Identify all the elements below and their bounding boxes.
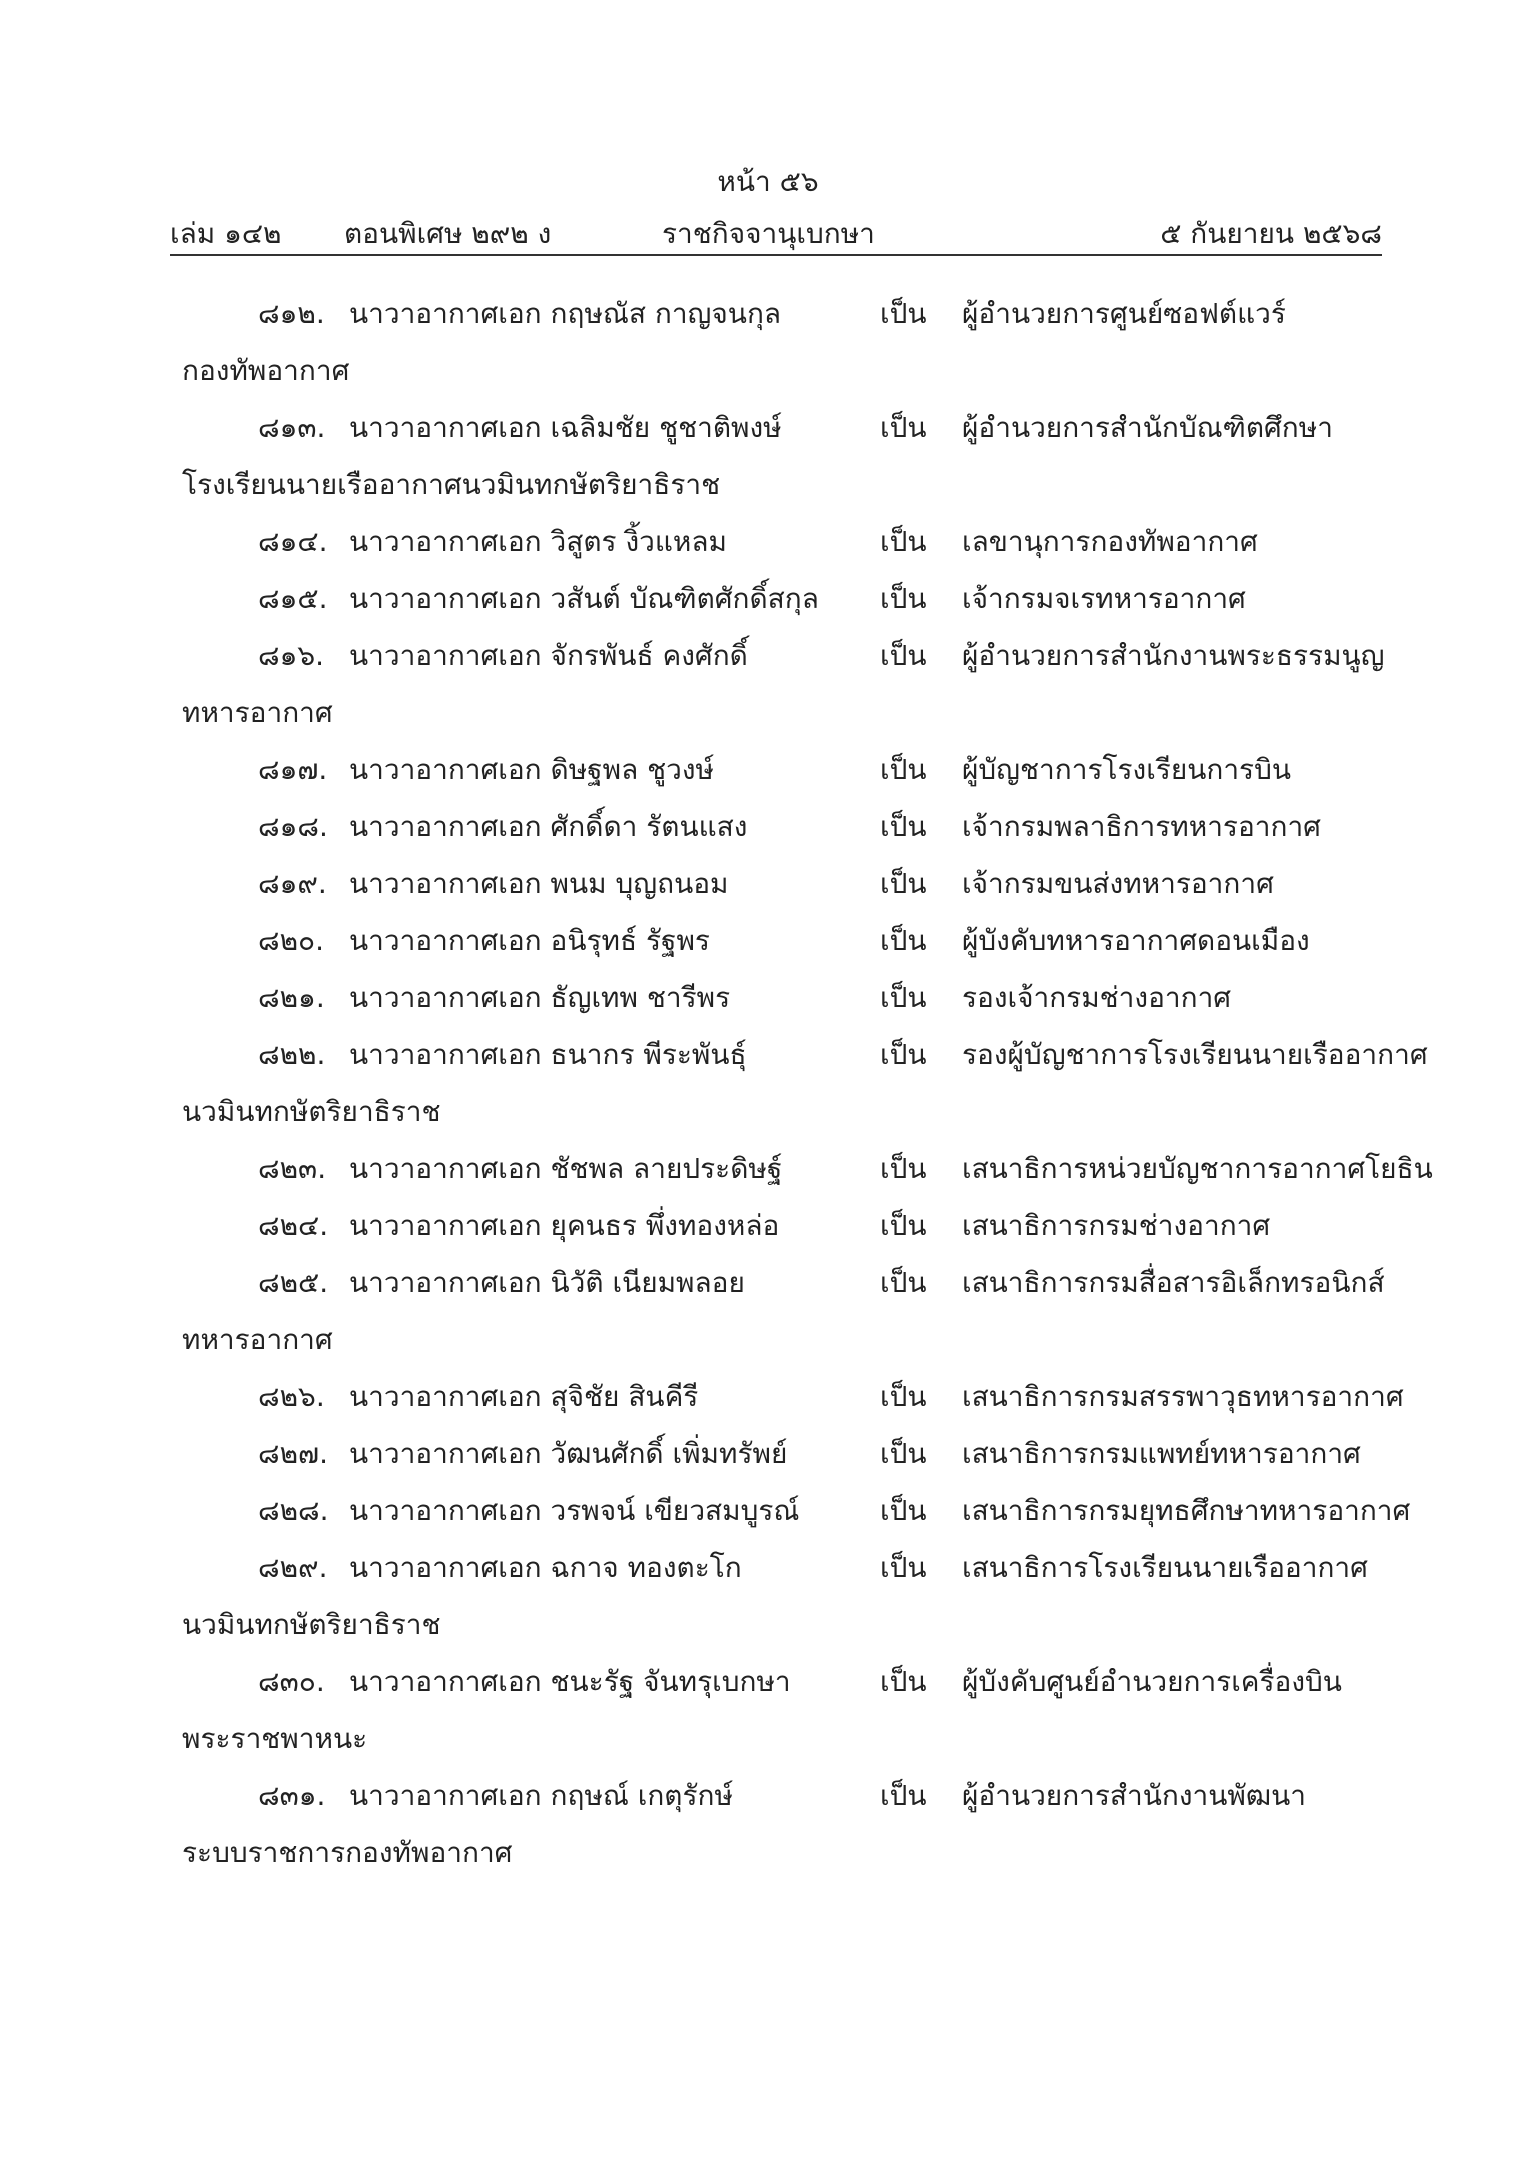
appointment-verb: เป็น: [880, 639, 927, 672]
appointment-entry: [0, 398, 1536, 455]
appointment-entry: [0, 1766, 1536, 1823]
appointment-verb: เป็น: [880, 867, 927, 900]
entry-number: ๘๑๓.: [258, 411, 326, 444]
appointment-verb: เป็น: [880, 1380, 927, 1413]
gazette-header: [170, 212, 1382, 252]
position-title: เลขานุการกองทัพอากาศ: [962, 525, 1258, 558]
position-title: เจ้ากรมพลาธิการทหารอากาศ: [962, 810, 1321, 843]
appointment-entry: [0, 1652, 1536, 1709]
publication-date: ๕ กันยายน ๒๕๖๘: [1160, 217, 1382, 250]
position-title: ผู้อำนวยการศูนย์ซอฟต์แวร์: [962, 297, 1286, 330]
appointment-entry: [0, 512, 1536, 569]
entry-number: ๘๓๐.: [258, 1665, 325, 1698]
appointment-verb: เป็น: [880, 1779, 927, 1812]
appointment-entry: [0, 968, 1536, 1025]
appointment-verb: เป็น: [880, 582, 927, 615]
header-divider: [170, 254, 1382, 256]
officer-name: นาวาอากาศเอก ดิษฐพล ชูวงษ์: [349, 753, 714, 786]
position-continuation-line: [0, 341, 1536, 398]
position-title-continuation: พระราชพาหนะ: [182, 1722, 368, 1755]
position-title: เสนาธิการหน่วยบัญชาการอากาศโยธิน: [962, 1152, 1433, 1185]
entry-number: ๘๑๔.: [258, 525, 328, 558]
officer-name: นาวาอากาศเอก กฤษณัส กาญจนกุล: [349, 297, 782, 330]
entry-number: ๘๑๗.: [258, 753, 328, 786]
position-title: เจ้ากรมขนส่งทหารอากาศ: [962, 867, 1274, 900]
appointment-entry: [0, 854, 1536, 911]
entry-number: ๘๒๘.: [258, 1494, 329, 1527]
position-title: ผู้บังคับศูนย์อำนวยการเครื่องบิน: [962, 1665, 1342, 1698]
position-title-continuation: นวมินทกษัตริยาธิราช: [182, 1095, 441, 1128]
officer-name: นาวาอากาศเอก กฤษณ์ เกตุรักษ์: [349, 1779, 733, 1812]
entry-number: ๘๒๙.: [258, 1551, 328, 1584]
position-title: รองผู้บัญชาการโรงเรียนนายเรืออากาศ: [962, 1038, 1428, 1071]
position-title: เสนาธิการกรมแพทย์ทหารอากาศ: [962, 1437, 1361, 1470]
issue-number: ตอนพิเศษ ๒๙๒ ง: [344, 217, 552, 250]
appointment-verb: เป็น: [880, 297, 927, 330]
entry-number: ๘๒๓.: [258, 1152, 327, 1185]
appointment-entry: [0, 1253, 1536, 1310]
publication-title: ราชกิจจานุเบกษา: [662, 217, 875, 250]
volume-number: เล่ม ๑๔๒: [170, 217, 282, 250]
position-title: รองเจ้ากรมช่างอากาศ: [962, 981, 1232, 1014]
appointment-verb: เป็น: [880, 525, 927, 558]
appointment-verb: เป็น: [880, 1038, 927, 1071]
appointment-verb: เป็น: [880, 1152, 927, 1185]
appointment-verb: เป็น: [880, 1437, 927, 1470]
appointment-verb: เป็น: [880, 981, 927, 1014]
appointment-entry: [0, 740, 1536, 797]
appointment-verb: เป็น: [880, 1665, 927, 1698]
position-title-continuation: กองทัพอากาศ: [182, 354, 350, 387]
entry-number: ๘๒๗.: [258, 1437, 329, 1470]
officer-name: นาวาอากาศเอก ศักดิ์ดา รัตนแสง: [349, 810, 748, 843]
appointment-entry: [0, 1139, 1536, 1196]
entry-number: ๘๒๖.: [258, 1380, 325, 1413]
entry-number: ๘๒๕.: [258, 1266, 329, 1299]
position-title: ผู้บัญชาการโรงเรียนการบิน: [962, 753, 1292, 786]
position-continuation-line: [0, 1082, 1536, 1139]
appointment-list: [0, 284, 1536, 1880]
officer-name: นาวาอากาศเอก ธัญเทพ ชารีพร: [349, 981, 731, 1014]
appointment-entry: [0, 284, 1536, 341]
appointment-entry: [0, 797, 1536, 854]
appointment-verb: เป็น: [880, 1266, 927, 1299]
officer-name: นาวาอากาศเอก วัฒนศักดิ์ เพิ่มทรัพย์: [349, 1437, 788, 1470]
officer-name: นาวาอากาศเอก พนม บุญถนอม: [349, 867, 729, 900]
position-title: ผู้อำนวยการสำนักงานพัฒนา: [962, 1779, 1306, 1812]
position-title: เสนาธิการกรมสรรพาวุธทหารอากาศ: [962, 1380, 1404, 1413]
appointment-entry: [0, 911, 1536, 968]
appointment-verb: เป็น: [880, 1551, 927, 1584]
position-title-continuation: นวมินทกษัตริยาธิราช: [182, 1608, 441, 1641]
entry-number: ๘๑๘.: [258, 810, 328, 843]
officer-name: นาวาอากาศเอก เฉลิมชัย ชูชาติพงษ์: [349, 411, 782, 444]
appointment-verb: เป็น: [880, 1494, 927, 1527]
position-title-continuation: ทหารอากาศ: [182, 1323, 333, 1356]
entry-number: ๘๒๑.: [258, 981, 325, 1014]
position-continuation-line: [0, 683, 1536, 740]
officer-name: นาวาอากาศเอก ชนะรัฐ จันทรุเบกษา: [349, 1665, 791, 1698]
appointment-entry: [0, 1538, 1536, 1595]
entry-number: ๘๑๒.: [258, 297, 325, 330]
page-number: หน้า ๕๖: [717, 165, 819, 198]
officer-name: นาวาอากาศเอก วิสูตร งิ้วแหลม: [349, 525, 727, 558]
position-title: ผู้อำนวยการสำนักบัณฑิตศึกษา: [962, 411, 1333, 444]
appointment-verb: เป็น: [880, 411, 927, 444]
appointment-verb: เป็น: [880, 753, 927, 786]
position-title: ผู้บังคับทหารอากาศดอนเมือง: [962, 924, 1310, 957]
entry-number: ๘๒๔.: [258, 1209, 329, 1242]
officer-name: นาวาอากาศเอก ฉกาจ ทองตะโก: [349, 1551, 742, 1584]
appointment-entry: [0, 569, 1536, 626]
appointment-entry: [0, 1196, 1536, 1253]
entry-number: ๘๑๕.: [258, 582, 328, 615]
appointment-entry: [0, 1424, 1536, 1481]
position-continuation-line: [0, 1310, 1536, 1367]
officer-name: นาวาอากาศเอก นิวัติ เนียมพลอย: [349, 1266, 745, 1299]
officer-name: นาวาอากาศเอก ชัชพล ลายประดิษฐ์: [349, 1152, 783, 1185]
officer-name: นาวาอากาศเอก วสันต์ บัณฑิตศักดิ์สกุล: [349, 582, 819, 615]
position-continuation-line: [0, 1823, 1536, 1880]
appointment-entry: [0, 1025, 1536, 1082]
position-title: เสนาธิการกรมสื่อสารอิเล็กทรอนิกส์: [962, 1266, 1385, 1299]
officer-name: นาวาอากาศเอก ธนากร พีระพันธุ์: [349, 1038, 747, 1071]
position-title: เจ้ากรมจเรทหารอากาศ: [962, 582, 1246, 615]
officer-name: นาวาอากาศเอก วรพจน์ เขียวสมบูรณ์: [349, 1494, 800, 1527]
appointment-verb: เป็น: [880, 1209, 927, 1242]
position-title: เสนาธิการกรมยุทธศึกษาทหารอากาศ: [962, 1494, 1411, 1527]
position-title-continuation: ระบบราชการกองทัพอากาศ: [182, 1836, 513, 1869]
position-title: ผู้อำนวยการสำนักงานพระธรรมนูญ: [962, 639, 1385, 672]
appointment-verb: เป็น: [880, 810, 927, 843]
position-continuation-line: [0, 1595, 1536, 1652]
officer-name: นาวาอากาศเอก ยุคนธร พึ่งทองหล่อ: [349, 1209, 780, 1242]
position-title: เสนาธิการโรงเรียนนายเรืออากาศ: [962, 1551, 1368, 1584]
position-title-continuation: โรงเรียนนายเรืออากาศนวมินทกษัตริยาธิราช: [182, 468, 721, 501]
appointment-entry: [0, 1481, 1536, 1538]
position-continuation-line: [0, 455, 1536, 512]
entry-number: ๘๓๑.: [258, 1779, 326, 1812]
position-continuation-line: [0, 1709, 1536, 1766]
appointment-entry: [0, 626, 1536, 683]
position-title: เสนาธิการกรมช่างอากาศ: [962, 1209, 1271, 1242]
position-title-continuation: ทหารอากาศ: [182, 696, 333, 729]
entry-number: ๘๒๐.: [258, 924, 325, 957]
officer-name: นาวาอากาศเอก จักรพันธ์ คงศักดิ์: [349, 639, 748, 672]
entry-number: ๘๑๖.: [258, 639, 325, 672]
appointment-verb: เป็น: [880, 924, 927, 957]
officer-name: นาวาอากาศเอก อนิรุทธ์ รัฐพร: [349, 924, 710, 957]
entry-number: ๘๑๙.: [258, 867, 327, 900]
officer-name: นาวาอากาศเอก สุจิชัย สินคีรี: [349, 1380, 699, 1413]
appointment-entry: [0, 1367, 1536, 1424]
entry-number: ๘๒๒.: [258, 1038, 326, 1071]
